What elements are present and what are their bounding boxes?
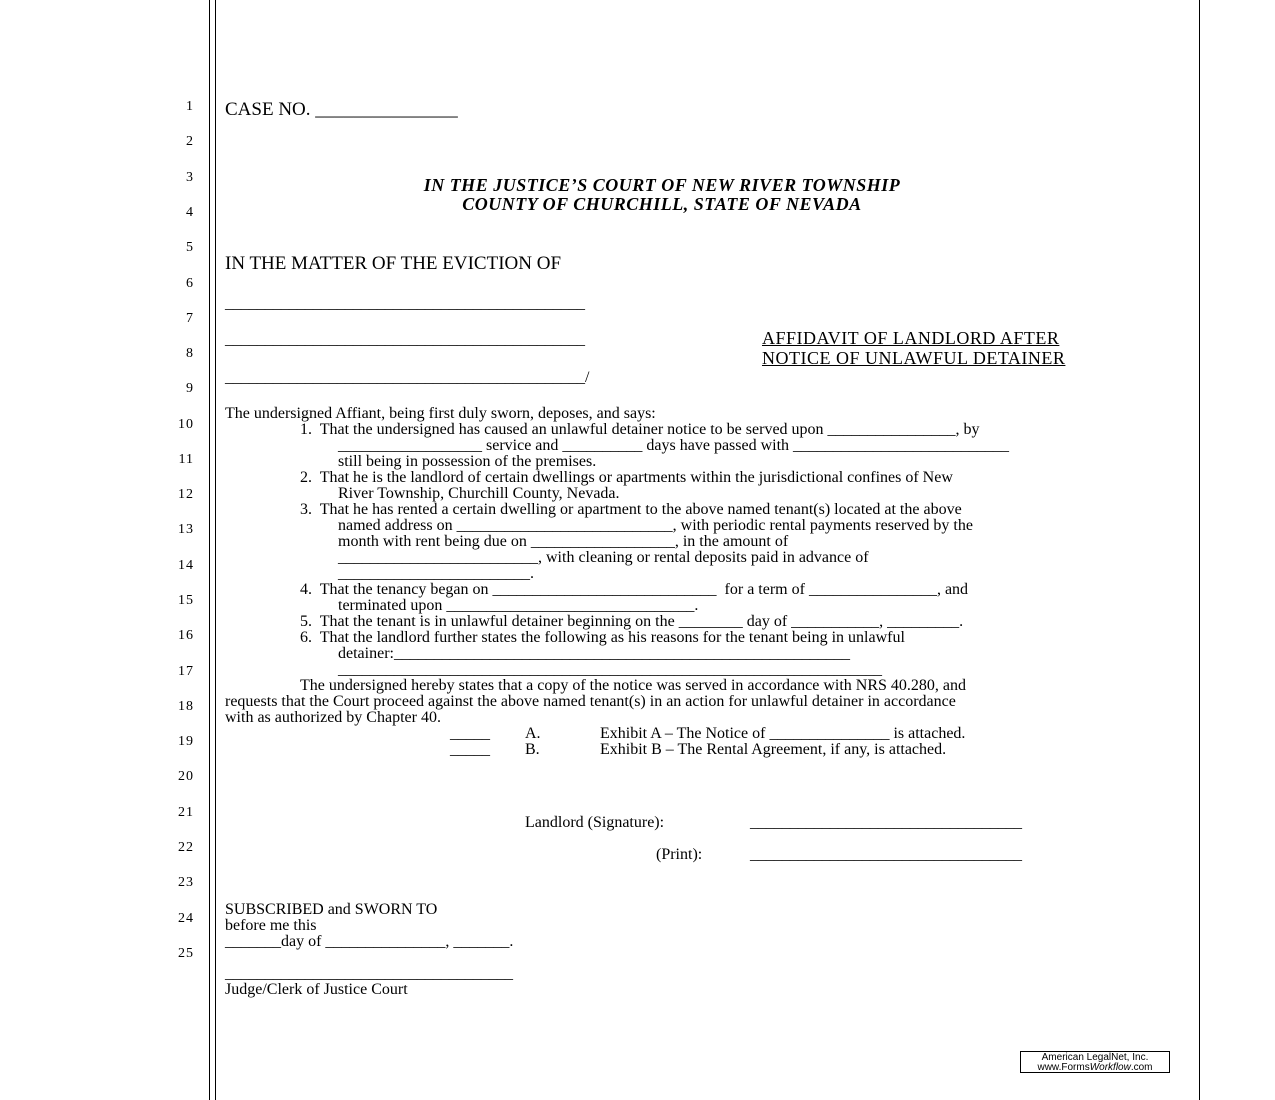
line-number: 1: [186, 99, 194, 114]
line-number: 15: [178, 593, 194, 608]
left-margin-rule-inner: [215, 0, 216, 1100]
line-number: 23: [178, 875, 194, 890]
line-number: 22: [178, 840, 194, 855]
paragraph-3-line3[interactable]: month with rent being due on __________________, in the amount of: [338, 533, 789, 550]
paragraph-5[interactable]: 5. That the tenant is in unlawful detainer beginning on the ________ day of ___________, _________.: [300, 613, 964, 630]
line-number: 21: [178, 805, 194, 820]
logo-line2-prefix: www.Forms: [1037, 1062, 1090, 1073]
line-number: 10: [178, 417, 194, 432]
judge-signature-line[interactable]: ____________________________________: [225, 965, 513, 982]
paragraph-1-line1[interactable]: 1. That the undersigned has caused an unlawful detainer notice to be served upon ________________, by: [300, 421, 980, 438]
tenant-name-blank-2[interactable]: _____________________________________________: [225, 331, 585, 348]
line-number: 5: [186, 240, 194, 255]
court-name-line2: COUNTY OF CHURCHILL, STATE OF NEVADA: [462, 194, 862, 214]
landlord-signature-label: Landlord (Signature):: [525, 814, 665, 831]
document-title-line2: NOTICE OF UNLAWFUL DETAINER: [762, 348, 1066, 368]
paragraph-6-line3[interactable]: ____________________________________________________________________: [338, 661, 882, 678]
document-title-line1: AFFIDAVIT OF LANDLORD AFTER: [762, 328, 1060, 348]
line-number: 2: [186, 134, 194, 149]
landlord-print-line[interactable]: __________________________________: [750, 846, 1022, 863]
matter-heading: IN THE MATTER OF THE EVICTION OF: [225, 253, 562, 274]
paragraph-4-line1[interactable]: 4. That the tenancy began on ____________________________ for a term of ________________, and: [300, 581, 969, 598]
exhibit-a-letter: A.: [525, 725, 541, 742]
line-number: 7: [186, 311, 194, 326]
line-number: 3: [186, 170, 194, 185]
case-number[interactable]: CASE NO. _______________: [225, 99, 458, 120]
tenant-name-blank-3[interactable]: _____________________________________________/: [225, 369, 590, 386]
logo-line1: American LegalNet, Inc.: [1041, 1052, 1149, 1063]
line-number: 8: [186, 346, 194, 361]
line-number: 17: [178, 664, 194, 679]
exhibit-b-letter: B.: [525, 741, 540, 758]
jurat-date-line[interactable]: _______day of _______________, _______.: [225, 933, 514, 950]
right-margin-rule: [1199, 0, 1200, 1100]
paragraph-1-line3: still being in possession of the premises.: [338, 453, 597, 470]
line-number: 4: [186, 205, 194, 220]
line-number: 25: [178, 946, 194, 961]
american-legalnet-logo: [1020, 1051, 1170, 1073]
line-number: 14: [178, 558, 194, 573]
paragraph-3-line1: 3. That he has rented a certain dwelling or apartment to the above named tenant(s) located at the above: [300, 501, 962, 518]
paragraph-4-line2[interactable]: terminated upon _______________________________.: [338, 597, 699, 614]
paragraph-1-line2[interactable]: __________________ service and __________ days have passed with ___________________________: [338, 437, 1010, 454]
line-number: 18: [178, 699, 194, 714]
logo-line2-italic: Workflow: [1089, 1062, 1131, 1073]
intro-text: The undersigned Affiant, being first duly sworn, deposes, and says:: [225, 405, 656, 422]
paragraph-2-line2: River Township, Churchill County, Nevada.: [338, 485, 620, 502]
paragraph-3-line2[interactable]: named address on ___________________________, with periodic rental payments reserved by the: [338, 517, 973, 534]
left-margin-rule-outer: [209, 0, 210, 1100]
closing-line3: with as authorized by Chapter 40.: [225, 709, 441, 726]
exhibit-b-text: Exhibit B – The Rental Agreement, if any, is attached.: [600, 741, 947, 758]
landlord-print-label: (Print):: [656, 846, 703, 863]
jurat-line1: SUBSCRIBED and SWORN TO: [225, 901, 438, 918]
line-number: 16: [178, 628, 194, 643]
closing-line1: The undersigned hereby states that a copy of the notice was served in accordance with NRS 40.280, and: [300, 677, 967, 694]
exhibit-a-text[interactable]: Exhibit A – The Notice of _______________ is attached.: [600, 725, 966, 742]
paragraph-3-line5[interactable]: ________________________.: [338, 565, 534, 582]
closing-line2: requests that the Court proceed against the above named tenant(s) in an action for unlawful detainer in accordance: [225, 693, 956, 710]
line-number: 13: [178, 522, 194, 537]
line-number: 24: [178, 911, 194, 926]
line-number: 11: [178, 452, 194, 467]
court-name-line1: IN THE JUSTICE’S COURT OF NEW RIVER TOWNSHIP: [423, 175, 901, 195]
line-number: 6: [186, 276, 194, 291]
logo-line2-suffix: .com: [1130, 1062, 1153, 1073]
jurat-line2: before me this: [225, 917, 317, 934]
line-number: 12: [178, 487, 194, 502]
paragraph-2-line1: 2. That he is the landlord of certain dwellings or apartments within the jurisdictional confines of New: [300, 469, 953, 486]
landlord-signature-line[interactable]: __________________________________: [750, 814, 1022, 831]
exhibit-a-checkbox-blank[interactable]: _____: [450, 725, 490, 742]
paragraph-3-line4[interactable]: _________________________, with cleaning or rental deposits paid in advance of: [338, 549, 869, 566]
line-number: 20: [178, 769, 194, 784]
logo-line2: [1021, 1063, 1169, 1073]
paragraph-6-line2[interactable]: detainer:_________________________________________________________: [338, 645, 850, 662]
exhibit-b-checkbox-blank[interactable]: _____: [450, 741, 490, 758]
tenant-name-blank-1[interactable]: _____________________________________________: [225, 295, 585, 312]
judge-caption: Judge/Clerk of Justice Court: [225, 981, 408, 998]
line-number: 19: [178, 734, 194, 749]
paragraph-6-line1: 6. That the landlord further states the following as his reasons for the tenant being in unlawful: [300, 629, 905, 646]
line-number: 9: [186, 381, 194, 396]
